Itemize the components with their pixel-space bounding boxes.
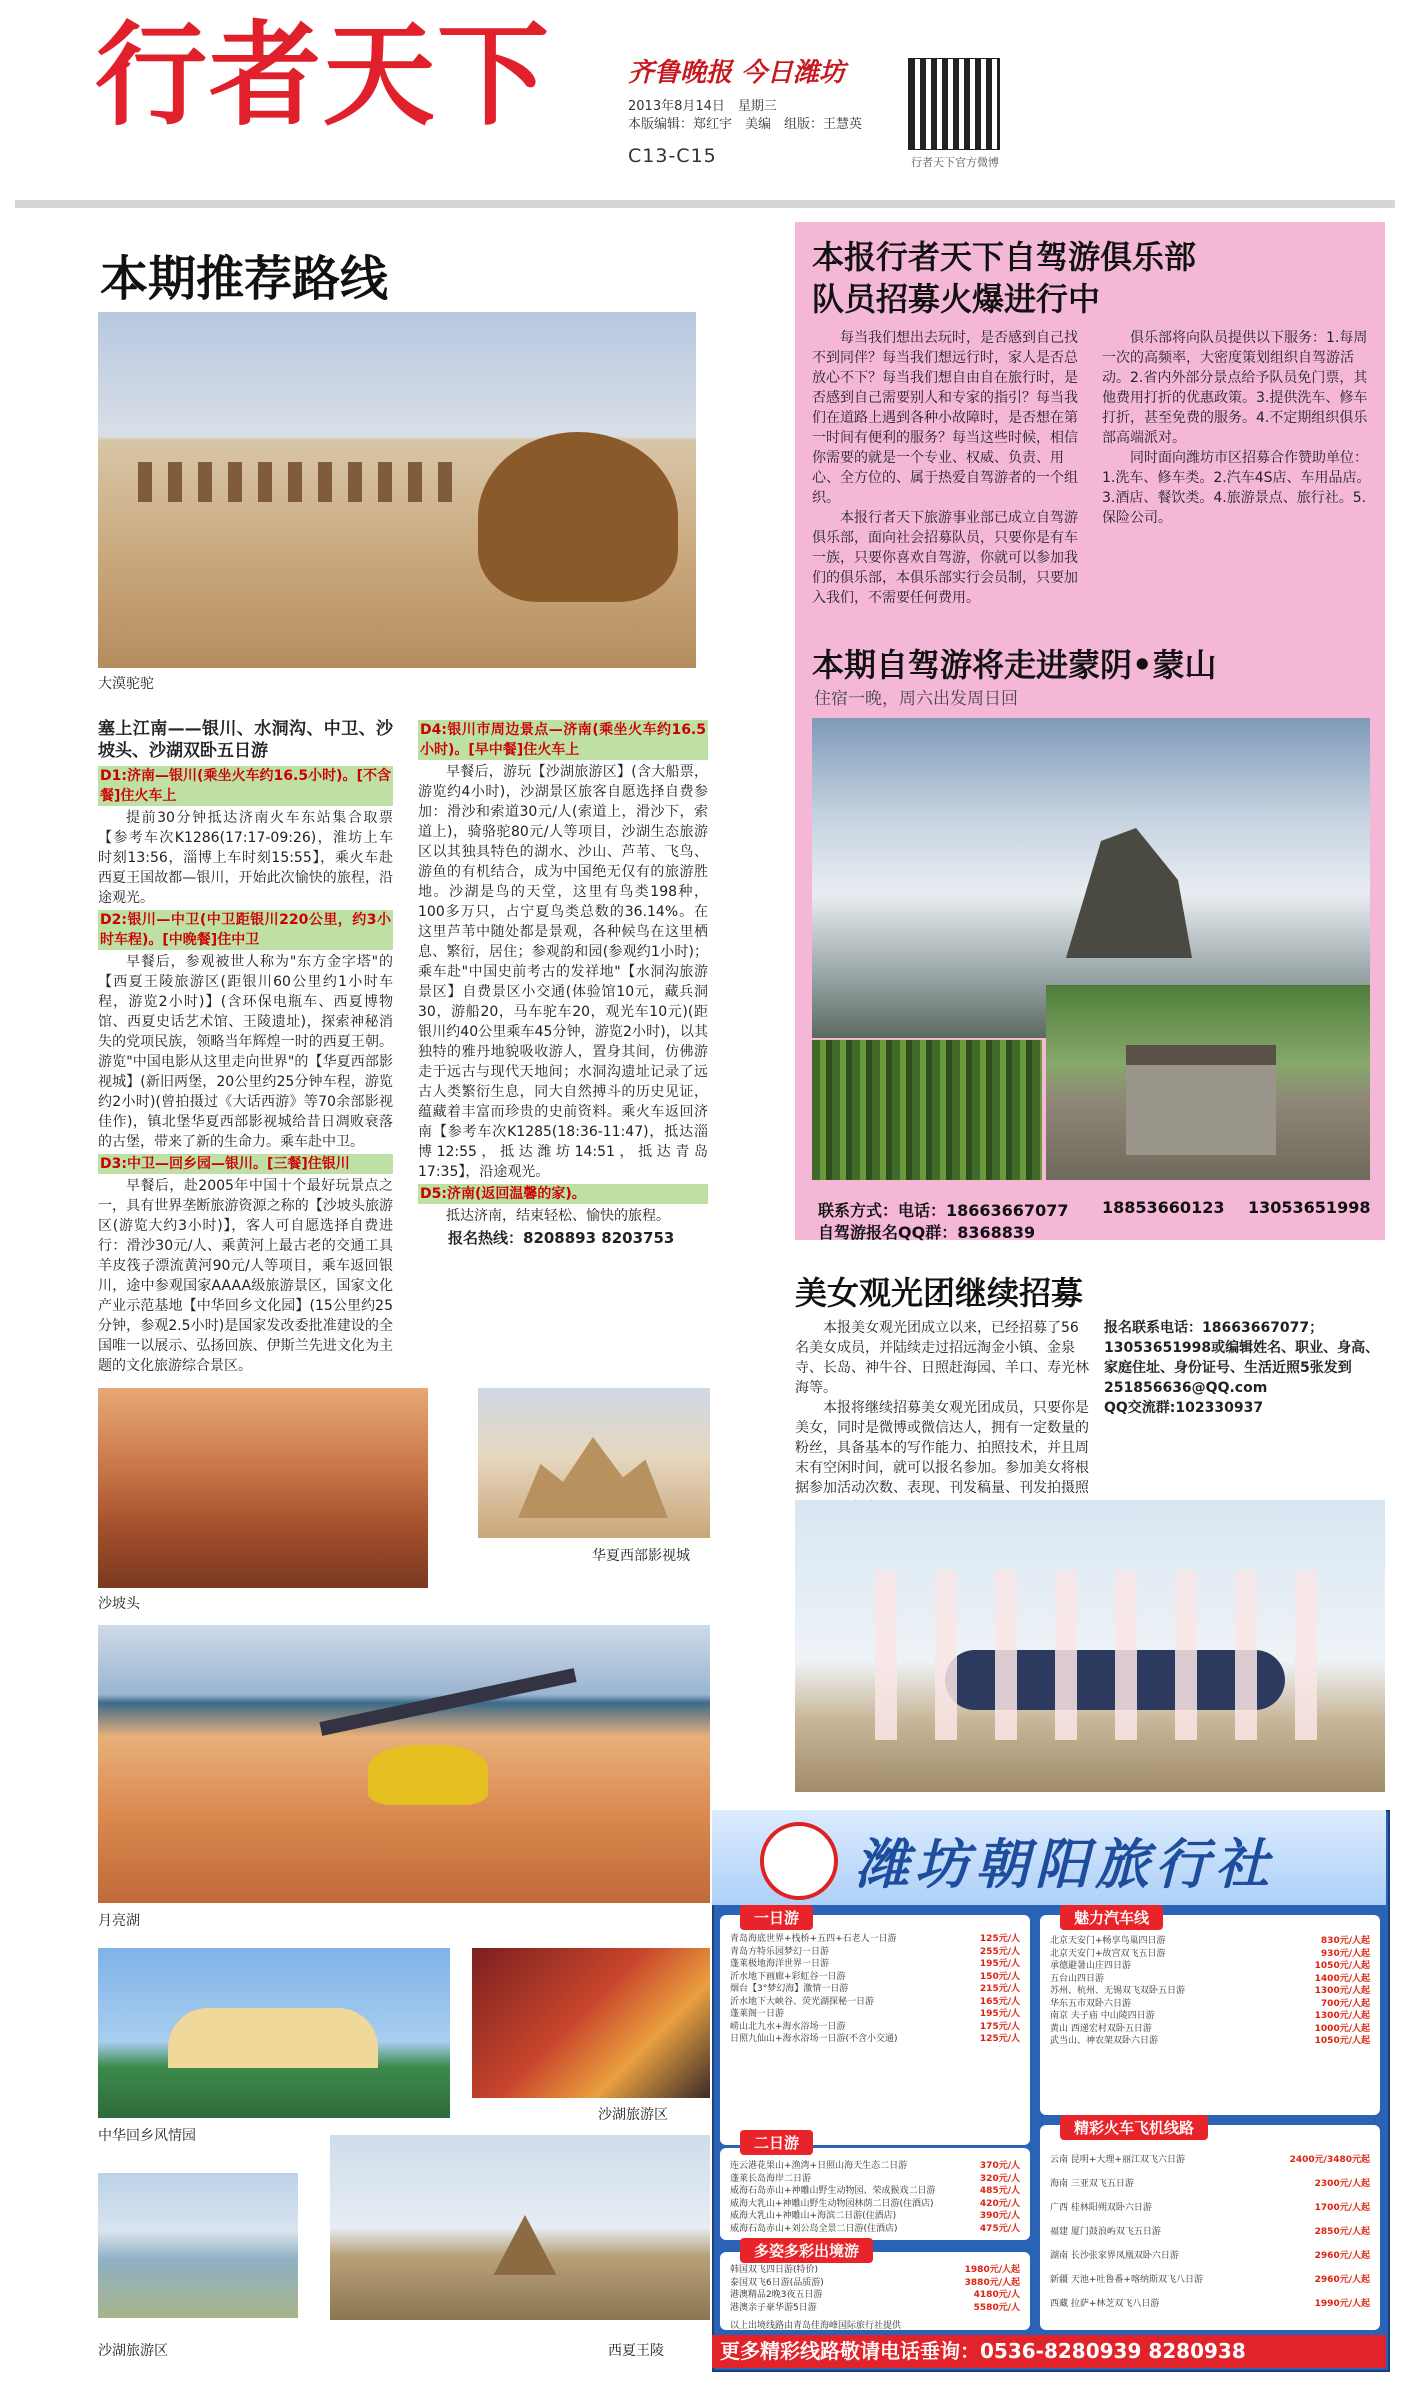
ad-route-price: 5580元/人 [973,2302,1020,2313]
ad-route-price: 370元/人 [979,2161,1020,2171]
ad-route-name: 港澳亲子豪华游5日游 [730,2302,817,2313]
qr-label: 行者天下官方微博 [911,156,999,169]
ad-route-name: 港澳精品2晚3夜五日游 [730,2290,823,2300]
ad-route-name: 泰国双飞6日游(品质游) [730,2277,824,2288]
ad-route-name: 日照九仙山+海水浴场一日游(不含小交通) [730,2034,898,2044]
ad-route-name: 广西 桂林阳朔双卧六日游 [1050,2203,1152,2213]
ad-route-price: 2850元/人起 [1314,2227,1370,2237]
beauty-qq: QQ交流群:102330937 [1104,1400,1264,1416]
ad-route-row [1050,2023,1370,2036]
ad-route-name: 威海石岛赤山+刘公岛全景二日游(住酒店) [730,2223,898,2234]
ad-route-row [1050,2010,1370,2023]
ad-route-row [1050,2172,1370,2196]
ad-route-price: 485元/人 [979,2186,1020,2196]
ad-route-name: 湖南 长沙张家界凤凰双卧六日游 [1050,2251,1179,2261]
ad-route-name: 蓬莱极地海洋世界一日游 [730,1959,830,1969]
ad-route-row [730,1971,1020,1984]
issue-date: 2013年8月14日 星期三 [628,99,777,114]
mosque-domes-shape [168,2008,378,2068]
ad-route-row [1050,1973,1370,1986]
beauty-group-photo [795,1500,1385,1792]
ad-route-price: 1300元/人起 [1314,2011,1370,2021]
ad-route-row [1050,1985,1370,1998]
club-para-1: 每当我们想出去玩时，是否感到自己找不到同伴？每当我们想远行时，家人是否总放心不下？每当我们想自由自在旅行时，是否感到自己需要别人和专家的指引？每当我们在道路上遇到各种小故障时，是否想在第一时间有便利的服务？每当这些时候，相信你需要的就是一个专业、权威、负责、用心、全方位的、属于热爱自驾游者的一个组织。 [812,330,1078,506]
newspaper-name: 齐鲁晚报 今日潍坊 [628,58,846,88]
ad-route-name: 五台山四日游 [1050,1973,1105,1984]
beauty-para-1: 本报美女观光团成立以来，已经招募了56 名美女成员，并陆续走过招远淘金小镇、金泉寺、长岛、神牛谷、日照赶海园、羊口、寿光林海等。 [795,1320,1089,1396]
ad-route-name: 沂水地下大峡谷、荧光湖探秘一日游 [730,1996,875,2007]
ad-route-name: 威海大乳山+神雕山野生动物园林荫二日游(住酒店) [730,2198,934,2209]
ad-route-row [1050,1998,1370,2011]
club-contact-2: 18853660123 [1102,1198,1225,1217]
ad-abroad-tag: 多姿多彩出境游 [740,2238,873,2263]
ad-route-price: 1050元/人起 [1314,1961,1370,1971]
club-title-line1: 本报行者天下自驾游俱乐部 [812,238,1197,276]
club-para-2: 本报行者天下旅游事业部已成立自驾游俱乐部，面向社会招募队员，只要你是有车一族，只要你喜欢自驾游，你就可以参加我们的俱乐部，本俱乐部实行会员制，只要加入我们，不需要任何费用。 [812,510,1078,606]
ad-route-row [1050,2268,1370,2292]
ad-route-row [730,2160,1020,2173]
club-para-4: 同时面向潍坊市区招募合作赞助单位：1.洗车、修车类。2.汽车4S店、车用品店。3.酒店、餐饮类。4.旅游景点、旅行社。5.保险公司。 [1102,450,1371,526]
ad-route-row [1050,1948,1370,1961]
ad-route-name: 韩国双飞四日游(特价) [730,2265,819,2275]
ad-route-row [1050,2220,1370,2244]
ad-route-name: 蓬莱长岛海岸二日游 [730,2173,812,2184]
hang-glider-wing-shape [319,1668,576,1736]
ad-route-row [730,2173,1020,2186]
photo-caption-film-city: 华夏西部影视城 [592,1548,690,1564]
ad-route-price: 1990元/人起 [1314,2299,1370,2309]
ad-route-price: 195元/人 [979,2009,1020,2019]
sand-lake-reeds-photo [98,2173,298,2318]
ad-two-day-tag: 二日游 [740,2130,813,2155]
ad-route-row [1050,2196,1370,2220]
ad-one-day-list [730,1933,1020,2046]
day5-text: 抵达济南，结束轻松、愉快的旅程。 [446,1208,670,1224]
qr-code-icon[interactable] [908,58,1000,150]
ad-route-name: 福建 厦门鼓浪屿双飞五日游 [1050,2227,1161,2237]
ad-train-tag: 精彩火车飞机线路 [1060,2115,1208,2140]
ad-route-row [730,2008,1020,2021]
ad-route-price: 700元/人起 [1320,1998,1370,2009]
club-para-3: 俱乐部将向队员提供以下服务：1.每周一次的高频率，大密度策划组织自驾游活动。2.省内外部分景点给予队员免门票，其他费用打折的优惠政策。3.提供洗车、修车打折，甚至免费的服务。4.不定期组织俱乐部高端派对。 [1102,330,1368,446]
ad-route-name: 北京天安门+畅享鸟巢四日游 [1050,1936,1166,1946]
ad-abroad-list [730,2264,1020,2314]
ad-route-row [730,2021,1020,2034]
ad-route-price: 830元/人起 [1320,1936,1370,1946]
ad-route-name: 苏州、杭州、无锡双飞双卧五日游 [1050,1986,1186,1996]
ad-route-name: 华东五市双卧六日游 [1050,1998,1132,2009]
film-city-photo [478,1388,710,1538]
agency-name: 潍坊朝阳旅行社 [855,1832,1275,1896]
itinerary-column-1 [98,718,393,1374]
ad-route-price: 390元/人 [979,2211,1020,2221]
beauty-para-2: 本报将继续招募美女观光团成员，只要你是美女，同时是微博或微信达人，拥有一定数量的粉丝，具备基本的写作能力、拍照技术，并且周末有空闲时间，就可以报名参加。参加美女将根据参加活动次数、表现、刊发稿量、刊发拍摄照 [795,1400,1089,1496]
ad-route-name: 黄山 西递宏村双卧五日游 [1050,2023,1152,2034]
club-contact-3: 13053651998 [1248,1198,1371,1217]
hui-culture-park-photo [98,1948,450,2118]
ad-route-row [730,1983,1020,1996]
ad-route-name: 崂山北九水+海水浴场一日游 [730,2021,846,2032]
ad-route-name: 承德避暑山庄四日游 [1050,1961,1132,1971]
sand-lake-cave-photo [472,1948,710,2098]
camel-caravan-shape [138,462,468,502]
ad-route-row [730,2277,1020,2290]
ad-route-row [730,2210,1020,2223]
ad-route-name: 连云港花果山+渔湾+日照山海天生态二日游 [730,2161,908,2171]
ad-footer-address: 地址：东风街新华路口西行200米路南 [722,2372,854,2399]
ad-route-name: 新疆 天池+吐鲁番+喀纳斯双飞八日游 [1050,2275,1203,2285]
ad-route-row [730,1958,1020,1971]
ad-route-name: 沂水地下画廊+彩虹谷一日游 [730,1971,846,1982]
ad-route-price: 2960元/人起 [1314,2251,1370,2261]
photo-caption-shapotou: 沙坡头 [98,1596,140,1612]
ad-route-row [730,2185,1020,2198]
ad-route-price: 2300元/人起 [1314,2179,1370,2189]
day2-text: 早餐后，参观被世人称为"东方金字塔"的【西夏王陵旅游区(距银川60公里约1小时车程，游览2小时)】(含环保电瓶车、西夏博物馆、西夏史话艺术馆、王陵遗址)，探索神秘消失的党项民族，领略当年辉煌一时的西夏王朝。游览"中国电影从这里走向世界"的【华夏西部影视城】(新旧两堡，20公里约25分钟车程，游览约2小时)(曾拍摄过《大话西游》等70余部影视佳作)，镇北堡华夏西部影视城给昔日凋败衰落的古堡，带来了新的生命力。乘车赴中卫。 [98,954,393,1150]
route-title: 塞上江南——银川、水洞沟、中卫、沙坡头、沙湖双卧五日游 [98,719,393,761]
ad-route-price: 1300元/人起 [1314,1986,1370,1996]
western-xia-tombs-photo [330,2135,710,2320]
ad-train-list [1050,2148,1370,2316]
ad-route-price: 165元/人 [979,1996,1020,2007]
moon-lake-photo [98,1625,710,1903]
ad-route-row [730,1996,1020,2009]
agency-logo-icon [760,1822,838,1900]
beauty-contact: 报名联系电话：18663667077；13053651998或编辑姓名、职业、身高、家庭住址、身份证号、生活近照5张发到251856636@QQ.com [1104,1320,1380,1396]
ad-route-name: 威海大乳山+神雕山+海滨二日游(住酒店) [730,2211,897,2221]
ad-route-price: 1400元/人起 [1314,1973,1370,1984]
club-title-line2: 队员招募火爆进行中 [812,280,1101,318]
beauty-title: 美女观光团继续招募 [795,1274,1084,1312]
photo-caption-sand-lake: 沙湖旅游区 [598,2107,668,2123]
ad-route-price: 1980元/人起 [964,2265,1020,2275]
ad-route-price: 3880元/人起 [964,2277,1020,2288]
ad-route-row [730,2198,1020,2211]
itinerary-column-2 [418,718,708,1358]
mountain-village-photo [1046,985,1370,1180]
ad-route-row [1050,1935,1370,1948]
beauty-column-2 [1104,1318,1386,1418]
bamboo-forest-photo [812,1040,1042,1180]
mountain-shape [1052,828,1192,958]
beauty-column-1 [795,1318,1090,1496]
ad-route-name: 威海石岛赤山+神雕山野生动物园、荣成猴戏二日游 [730,2186,936,2196]
ad-one-day-tag: 一日游 [740,1905,813,1930]
club-contact-1: 联系方式：电话：18663667077 [818,1201,1069,1220]
ad-route-price: 195元/人 [979,1959,1020,1969]
club-column-2 [1102,328,1372,528]
ad-route-row [1050,2035,1370,2048]
ad-route-row [730,2289,1020,2302]
ad-route-price: 125元/人 [979,1934,1020,1944]
shapotou-photo [98,1388,428,1588]
ad-route-name: 青岛海底世界+栈桥+五四+石老人一日游 [730,1934,897,1944]
masthead-divider [15,200,1395,208]
recommend-title: 本期推荐路线 [100,251,389,307]
ad-route-row [730,1933,1020,1946]
ad-route-row [1050,2148,1370,2172]
ad-route-price: 150元/人 [979,1971,1020,1982]
ad-route-name: 蓬莱阁一日游 [730,2009,785,2019]
ad-route-row [730,1946,1020,1959]
section-masthead-title: 行者天下 [95,11,551,141]
ad-bus-tag: 魅力汽车线 [1060,1905,1163,1930]
ad-route-name: 烟台【3°梦幻海】激情一日游 [730,1984,849,1994]
camel-desert-photo [98,312,696,668]
day1-heading: D1:济南—银川(乘坐火车约16.5小时)。[不含餐]住火车上 [100,768,391,804]
ad-route-row [730,2033,1020,2046]
day2-heading: D2:银川—中卫(中卫距银川220公里，约3小时车程)。[中晚餐]住中卫 [100,912,391,948]
ad-bus-list [1050,1935,1370,2048]
day5-heading: D5:济南(返回温馨的家)。 [418,1184,708,1204]
ad-route-name: 武当山、神农架双卧六日游 [1050,2036,1159,2046]
photo-caption-moon-lake: 月亮湖 [98,1913,140,1929]
sand-sculpture-shape [518,1428,668,1518]
ad-route-price: 175元/人 [979,2021,1020,2032]
photo-caption-hui-park: 中华回乡风情园 [98,2128,196,2144]
ad-abroad-notice: 以上出境线路由青岛佳海峰国际旅行社提供 [730,2321,902,2331]
ad-route-price: 1700元/人起 [1314,2203,1370,2213]
ad-route-price: 1000元/人起 [1314,2023,1370,2034]
ad-route-row [1050,1960,1370,1973]
club-qq-group: 自驾游报名QQ群：8368839 [818,1223,1036,1242]
day4-heading: D4:银川市周边景点—济南(乘坐火车约16.5小时)。[早中餐]住火车上 [420,722,706,758]
mengshan-title: 本期自驾游将走进蒙阴•蒙山 [812,646,1217,684]
ad-route-price: 215元/人 [979,1984,1020,1994]
day3-text: 早餐后，赴2005年中国十个最好玩景点之一，具有世界垄断旅游资源之称的【沙坡头旅游区(游览大约3小时)】，客人可自愿选择自费进行：滑沙30元/人、乘黄河上最古老的交通工具羊皮筏子漂流黄河90元/人等项目，乘车返回银川，途中参观国家AAAA级旅游景区，国家文化产业示范基地【中华回乡文化园】(15公里约25分钟，参观2.5小时)是国家发改委批准建设的全国唯一以展示、弘扬回族、伊斯兰先进文化为主题的文化旅游综合景区。 [98,1178,393,1374]
ad-route-row [730,2223,1020,2236]
issue-meta [628,98,862,134]
page-range: C13-C15 [628,145,717,167]
ad-route-price: 475元/人 [979,2223,1020,2234]
glider-cart-shape [368,1745,488,1805]
ad-route-name: 青岛方特乐园梦幻一日游 [730,1946,830,1957]
girls-shape [855,1570,1325,1740]
ad-route-price: 320元/人 [979,2173,1020,2184]
ad-route-row [730,2302,1020,2315]
club-column-1 [812,328,1084,608]
ad-route-price: 930元/人起 [1320,1948,1370,1959]
ad-route-row [730,2264,1020,2277]
ad-route-name: 北京天安门+故宫双飞五日游 [1050,1948,1166,1959]
ad-route-name: 南京 夫子庙 中山陵四日游 [1050,2011,1155,2021]
camel-shape [478,432,678,602]
ad-footer-phone: 更多精彩线路敬请电话垂询：0536-8280939 8280938 [720,2339,1246,2363]
editor-credits: 本版编辑：郑红宇 美编 组版：王慧英 [628,117,863,132]
photo-caption-sand-lake-2: 沙湖旅游区 [98,2343,168,2359]
ad-route-price: 255元/人 [979,1946,1020,1957]
ad-route-price: 2400元/3480元起 [1289,2155,1370,2165]
ad-two-day-list [730,2160,1020,2235]
ad-route-row [1050,2244,1370,2268]
ad-route-price: 2960元/人起 [1314,2275,1370,2285]
tomb-mound-shape [480,2215,570,2275]
day1-text: 提前30分钟抵达济南火车东站集合取票【参考车次K1286(17:17-09:26)，淮坊上车时刻13:56，淄博上车时刻15:55】，乘火车赴西夏王国故都—银川，开始此次愉快的旅程，沿途观光。 [98,810,393,906]
ad-route-price: 420元/人 [979,2198,1020,2209]
ad-route-price: 125元/人 [979,2034,1020,2044]
ad-route-name: 西藏 拉萨+林芝双飞八日游 [1050,2299,1160,2309]
day4-text: 早餐后，游玩【沙湖旅游区】(含大船票，游览约4小时)，沙湖景区旅客自愿选择自费参加：滑沙和索道30元/人(索道上，滑沙下，索道上)，骑骆驼80元/人等项目，沙湖生态旅游区以其独具特色的湖水、沙山、芦苇、飞鸟、游鱼的有机结合，成为中国绝无仅有的旅游胜地。沙湖是鸟的天堂，这里有鸟类198种，100多万只，占宁夏鸟类总数的36.14%。在这里芦苇中随处都是景观，各种候鸟在这里栖息、繁衍，居住；参观韵和园(参观约1小时)；乘车赴"中国史前考古的发祥地"【水洞沟旅游景区】自费景区小交通(体验馆10元，藏兵洞30，游船20，马车驼车20，观光车10元)(距银川约40公里乘车45分钟，游览2小时)，以其独特的雅丹地貌吸收游人，置身其间，仿佛游走于远古与现代天地间；水洞沟遗址记录了远古人类繁衍生息，同大自然搏斗的历史见证，蕴藏着丰富而珍贵的史前资料。乘火车返回济南【参考车次K1285(18:36-11:47)，抵达淄博12:55，抵达潍坊14:51，抵达青岛17:35】，沿途观光。 [418,764,708,1180]
photo-caption-xixia: 西夏王陵 [608,2343,664,2359]
ad-route-name: 海南 三亚双飞五日游 [1050,2179,1134,2189]
club-title [812,236,1372,320]
mengshan-subtitle: 住宿一晚，周六出发周日回 [814,689,1018,709]
day3-heading: D3:中卫—回乡园—银川。[三餐]住银川 [98,1154,393,1174]
ad-route-name: 云南 昆明+大理+丽江双飞六日游 [1050,2155,1185,2165]
ad-route-price: 1050元/人起 [1314,2036,1370,2046]
ad-footer[interactable] [712,2335,1386,2399]
photo-caption-camel: 大漠驼驼 [98,676,154,692]
ad-route-row [1050,2292,1370,2316]
ad-route-price: 4180元/人 [973,2290,1020,2300]
stone-house-shape [1126,1045,1276,1155]
hotline: 报名热线：8208893 8203753 [448,1229,675,1247]
